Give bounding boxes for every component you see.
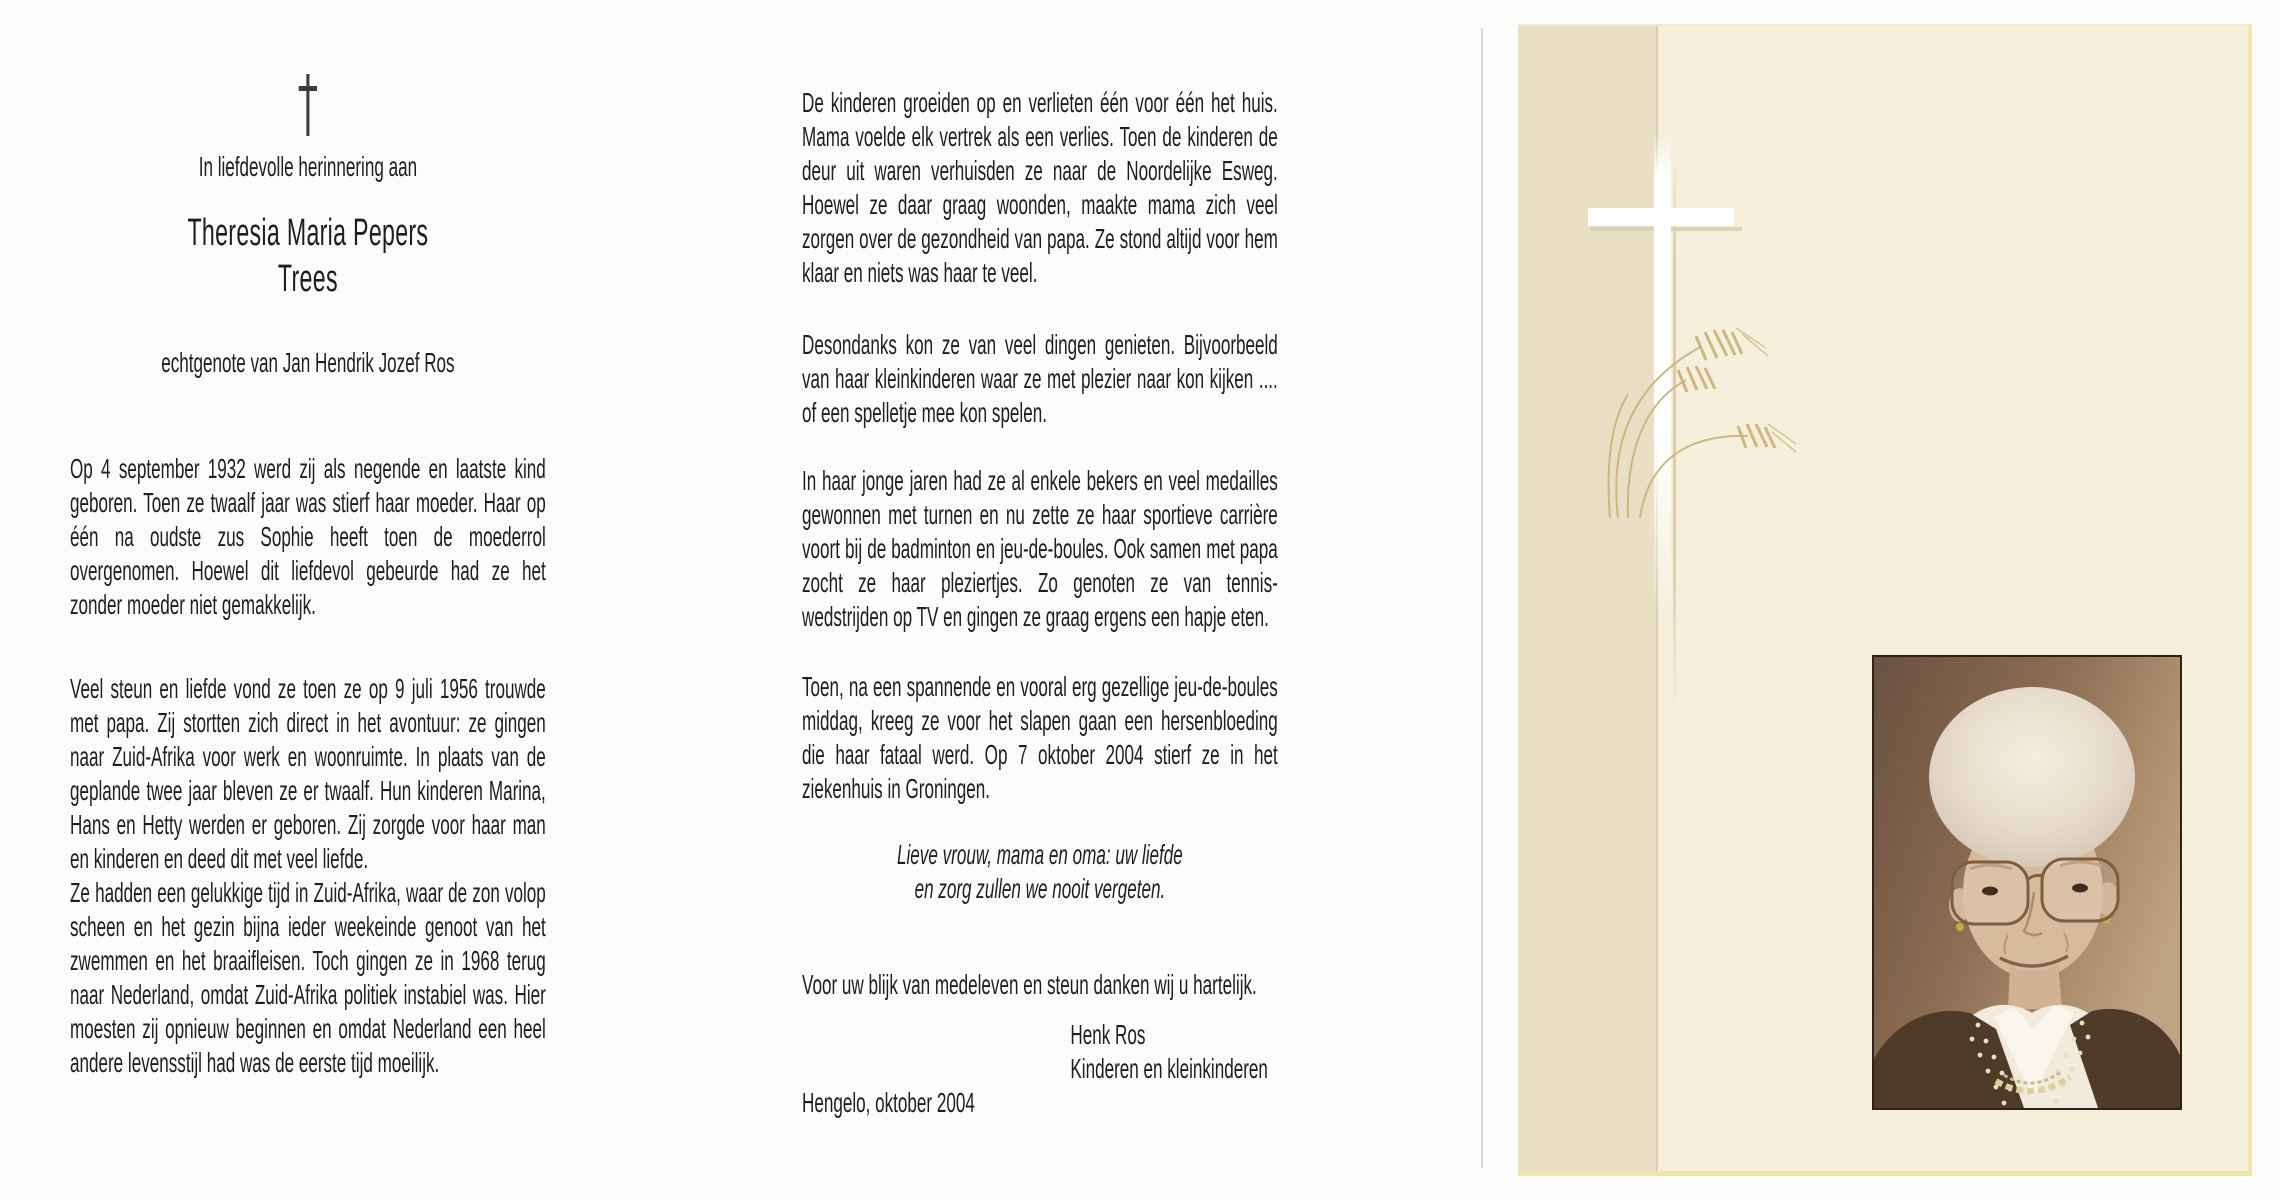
portrait-photo: [1872, 655, 2182, 1110]
thanks-line: Voor uw blijk van medeleven en steun danken wij u hartelijk.: [802, 969, 1257, 1000]
spouse-line: echtgenote van Jan Hendrik Jozef Ros: [161, 347, 455, 378]
left-paragraph-block-2: [70, 672, 546, 1080]
dedication-line: In liefdevolle herinnering aan: [198, 151, 418, 182]
wheat-sprig-icon: [1596, 282, 1820, 518]
scan-fold-line: [1481, 28, 1483, 1168]
mid-paragraph-block-3: [802, 464, 1278, 634]
right-page-column: [802, 0, 1278, 1200]
cover-panel: [1518, 24, 2252, 1176]
left-page-column: [70, 0, 546, 1200]
paragraph: Op 4 september 1932 werd zij als negende en laatste kind geboren. Toen ze twaalf jaar was stierf haar moeder. Haar op één na oudste zus Sophie heeft toen de moederrol overgenomen. Hoewel dit liefdevol gebeurde had ze het zonder moeder niet gemakkelijk.: [70, 453, 546, 620]
quote-line: Lieve vrouw, mama en oma: uw liefde: [897, 839, 1183, 870]
quote-line: en zorg zullen we nooit vergeten.: [914, 873, 1166, 904]
mid-paragraph-block-4: [802, 670, 1278, 806]
paragraph: Desondanks kon ze van veel dingen genieten. Bijvoorbeeld van haar kleinkinderen waar ze met plezier naar kon kijken .... of een spelletje mee kon spelen.: [802, 329, 1278, 428]
cover-accent-strip: [1518, 26, 1658, 1171]
memorial-cross-icon: [70, 74, 546, 136]
deceased-name: Theresia Maria Pepers: [187, 212, 429, 254]
place-date-line: Hengelo, oktober 2004: [802, 1087, 975, 1118]
signature-name: Henk Ros: [1070, 1019, 1146, 1050]
signature-family: Kinderen en kleinkinderen: [1070, 1053, 1268, 1084]
left-paragraph-block-1: [70, 452, 546, 622]
portrait-illustration: [1874, 657, 2180, 1108]
deceased-nickname: Trees: [277, 258, 338, 300]
memorial-quote: [802, 838, 1278, 906]
mid-paragraph-block-2: [802, 328, 1278, 430]
paragraph: Veel steun en liefde vond ze toen ze op 9 juli 1956 trouwde met papa. Zij stortten zich direct in het avontuur: ze gingen naar Zuid-Afrika voor werk en woonruimte. In plaats van de geplande twee jaar bleven ze er twaalf. Hun kinderen Marina, Hans en Hetty werden er geboren. Zij zorgde voor haar man en kinderen en deed dit met veel liefde.: [70, 673, 546, 874]
paragraph: Toen, na een spannende en vooral erg gezellige jeu-de-boules middag, kreeg ze voor het slapen gaan een hersenbloeding die haar fataal werd. Op 7 oktober 2004 stierf ze in het ziekenhuis in Groningen.: [802, 671, 1278, 804]
paragraph: In haar jonge jaren had ze al enkele bekers en veel medailles gewonnen met turnen en nu zette ze haar sportieve carrière voort bij de badminton en jeu-de-boules. Ook samen met papa zocht ze haar pleziertjes. Zo genoten ze van tennis-wedstrijden op TV en gingen ze graag ergens een hapje eten.: [802, 465, 1278, 632]
mid-paragraph-block-1: [802, 86, 1278, 290]
paragraph: De kinderen groeiden op en verlieten één voor één het huis. Mama voelde elk vertrek als een verlies. Toen de kinderen de deur uit waren verhuisden ze naar de Noordelijke Esweg. Hoewel ze daar graag woonden, maakte mama zich veel zorgen over de gezondheid van papa. Ze stond altijd voor hem klaar en niets was haar te veel.: [802, 87, 1278, 288]
embossed-cross-icon: [1588, 208, 1734, 226]
paragraph: Ze hadden een gelukkige tijd in Zuid-Afrika, waar de zon volop scheen en het gezin bijna ieder weekeinde genoot van het zwemmen en het braaifleisen. Toch gingen ze in 1968 terug naar Nederland, omdat Zuid-Afrika politiek instabiel was. Hier moesten zij opnieuw beginnen en omdat Nederland een heel andere levensstijl had was de eerste tijd moeilijk.: [70, 877, 546, 1078]
